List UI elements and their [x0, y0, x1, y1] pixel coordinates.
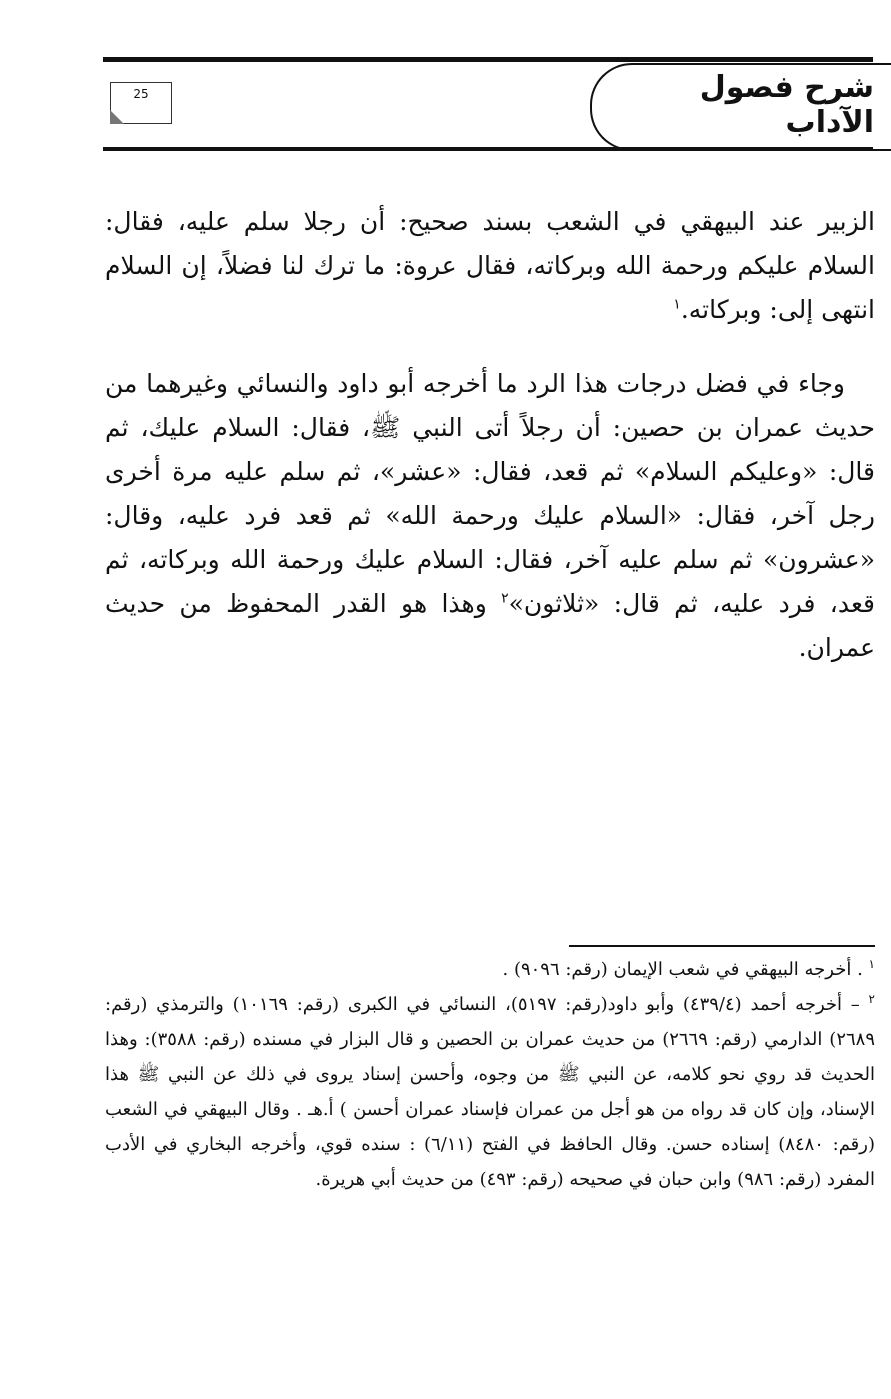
page-number-box — [110, 82, 172, 124]
paragraph-2 — [105, 362, 875, 670]
header-top-rule — [103, 57, 873, 62]
footnote-2 — [105, 987, 875, 1197]
paragraph-1 — [105, 200, 875, 332]
header-bottom-rule — [103, 147, 873, 151]
paragraph-2-text: وجاء في فضل درجات هذا الرد ما أخرجه أبو داود والنسائي وغيرهما من حديث عمران بن حصين: أن رجلاً أتى النبي ﷺ، فقال: السلام عليك، ثم قال: «وعليكم السلام» ثم قعد، فقال: «عشر»، ثم سلم عليه مرة أخرى رجل آخر، فقال: «السلام عليك ورحمة الله» ثم قعد فرد عليه، وقال: «عشرون» ثم سلم عليه آخر، فقال: السلام عليك ورحمة الله وبركاته، ثم قعد، فرد عليه، ثم قال: «ثلاثون» — [105, 369, 875, 618]
footnote-separator — [569, 945, 875, 947]
footnote-ref-2: ٢ — [501, 590, 509, 607]
main-text — [105, 200, 875, 670]
book-title: شرح فصول الآداب — [699, 70, 874, 140]
footnote-1-text: . أخرجه البيهقي في شعب الإيمان (رقم: ٩٠٩٦) . — [502, 959, 863, 980]
footnote-1 — [105, 952, 875, 987]
page-number: 25 — [133, 87, 149, 101]
footnote-2-text: – أخرجه أحمد (٤٣٩/٤) وأبو داود(رقم: ٥١٩٧)، النسائي في الكبرى (رقم: ١٠١٦٩) والترمذي (رقم: ٢٦٨٩) الدارمي (رقم: ٢٦٦٩) من حديث عمران بن الحصين و قال البزار في مسنده (رقم: ٣٥٨٨): وهذا الحديث قد روي نحو كلامه، عن النبي ﷺ من وجوه، وأحسن إسناد يروى في ذلك عن النبي ﷺ هذا الإسناد، وإن كان قد رواه من هو أجل من عمران فإسناد عمران أحسن ) أ.هـ . وقال البيهقي في الشعب (رقم: ٨٤٨٠) إسناده حسن. وقال الحافظ في الفتح (٦/١١) : سنده قوي، وأخرجه البخاري في الأدب المفرد (رقم: ٩٨٦) وابن حبان في صحيحه (رقم: ٤٩٣) من حديث أبي هريرة. — [105, 994, 875, 1190]
paragraph-1-text: الزبير عند البيهقي في الشعب بسند صحيح: أن رجلا سلم عليه، فقال: السلام عليكم ورحمة الله وبركاته، فقال عروة: ما ترك لنا فضلاً، إن السلام انتهى إلى: وبركاته. — [105, 207, 875, 324]
footnotes — [105, 952, 875, 1197]
footnote-1-mark: ١ — [868, 957, 875, 971]
footnote-ref-1: ١ — [673, 296, 681, 313]
footnote-2-mark: ٢ — [868, 992, 875, 1006]
paragraph-2-end: وهذا هو القدر المحفوظ من حديث عمران. — [105, 589, 875, 662]
